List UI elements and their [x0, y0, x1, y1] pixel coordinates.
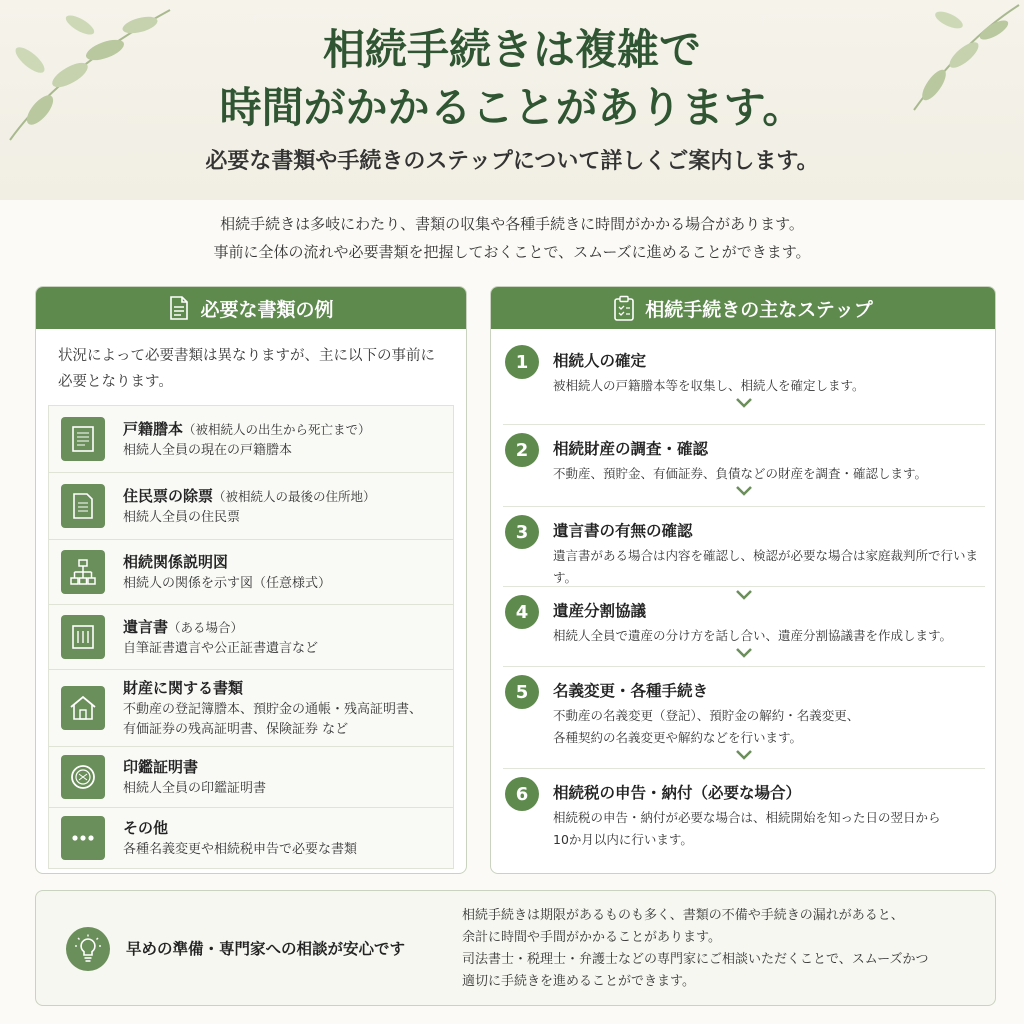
- documents-panel-header: [36, 287, 466, 329]
- document-desc: 相続人の関係を示す図（任意様式）: [123, 575, 332, 591]
- step-desc: 10か月以内に行います。: [553, 832, 693, 847]
- step-title: 遺言書の有無の確認: [553, 522, 693, 540]
- step-desc: 相続税の申告・納付が必要な場合は、相続開始を知った日の翌日から: [553, 810, 941, 825]
- step-title: 相続税の申告・納付（必要な場合）: [553, 784, 802, 802]
- chevron-down-icon: [503, 647, 985, 663]
- step-desc: 相続人全員で遺産の分け方を話し合い、遺産分割協議書を作成します。: [553, 628, 953, 643]
- step-number: 1: [505, 345, 539, 379]
- step-desc: 各種契約の名義変更や解約などを行います。: [553, 730, 803, 745]
- step-item: [503, 425, 985, 507]
- step-item: [503, 769, 985, 861]
- page-title-line1: 相続手続きは複雑で: [322, 25, 701, 74]
- document-desc: 各種名義変更や相続税申告で必要な書類: [123, 841, 358, 857]
- step-title: 相続財産の調査・確認: [553, 440, 709, 458]
- chevron-down-icon: [503, 485, 985, 501]
- page-subtitle: 必要な書類や手続きのステップについて詳しくご案内します。: [205, 148, 819, 174]
- step-desc: 不動産の名義変更（登記）、預貯金の解約・名義変更、: [553, 708, 860, 723]
- documents-panel-title: 必要な書類の例: [200, 298, 334, 321]
- steps-panel-title: 相続手続きの主なステップ: [645, 298, 873, 321]
- document-desc: 不動産の登記簿謄本、預貯金の通帳・残高証明書、: [123, 701, 423, 717]
- list-item: [48, 669, 454, 747]
- document-icon: [168, 296, 190, 320]
- advice-box: [35, 890, 996, 1006]
- documents-panel: [35, 286, 467, 874]
- advice-title: 早めの準備・専門家への相談が安心です: [126, 940, 406, 958]
- document-note: （ある場合）: [168, 619, 244, 635]
- document-title: 財産に関する書類: [123, 678, 244, 697]
- step-desc: 遺言書がある場合は内容を確認し、検認が必要な場合は家庭裁判所で行います。: [553, 548, 979, 585]
- list-item: [48, 807, 454, 869]
- document-note: （被相続人の出生から死亡まで）: [183, 421, 371, 437]
- step-item: [503, 337, 985, 425]
- steps-panel: [490, 286, 996, 874]
- steps-list: [503, 337, 985, 861]
- advice-line: 適切に手続きを進めることができます。: [462, 974, 695, 989]
- step-number: 6: [505, 777, 539, 811]
- advice-line: 余計に時間や手間がかかることがあります。: [462, 930, 721, 945]
- document-title: その他: [123, 818, 169, 837]
- documents-list: [48, 405, 454, 868]
- step-item: [503, 587, 985, 667]
- intro-line: 事前に全体の流れや必要書類を把握しておくことで、スムーズに進めることができます。: [213, 243, 811, 261]
- step-title: 名義変更・各種手続き: [553, 682, 709, 700]
- step-desc: 不動産、預貯金、有価証券、負債などの財産を調査・確認します。: [553, 466, 928, 481]
- intro-text: [0, 210, 1024, 266]
- advice-line: 相続手続きは期限があるものも多く、書類の不備や手続きの漏れがあると、: [462, 908, 904, 923]
- more-icon: [61, 816, 105, 860]
- step-number: 5: [505, 675, 539, 709]
- step-title: 相続人の確定: [553, 352, 647, 370]
- document-desc: 相続人全員の住民票: [123, 509, 241, 525]
- list-item: [48, 604, 454, 670]
- documents-description: 状況によって必要書類は異なりますが、主に以下の事前に必要となります。: [58, 348, 435, 390]
- document-desc: 相続人全員の印鑑証明書: [123, 780, 267, 796]
- step-number: 4: [505, 595, 539, 629]
- steps-panel-header: [491, 287, 995, 329]
- page-title-line2: 時間がかかることがあります。: [219, 83, 805, 132]
- chevron-down-icon: [503, 397, 985, 413]
- house-icon: [61, 686, 105, 730]
- step-item: [503, 667, 985, 769]
- document-desc: 有価証券の残高証明書、保険証券 など: [123, 721, 349, 737]
- advice-line: 司法書士・税理士・弁護士などの専門家にご相談いただくことで、スムーズかつ: [462, 952, 929, 967]
- chevron-down-icon: [503, 749, 985, 765]
- list-item: [48, 405, 454, 473]
- document-desc: 自筆証書遺言や公正証書遺言など: [123, 640, 319, 656]
- document-desc: 相続人全員の現在の戸籍謄本: [123, 442, 293, 458]
- will-document-icon: [61, 615, 105, 659]
- org-chart-icon: [61, 550, 105, 594]
- document-title: 戸籍謄本: [123, 419, 184, 438]
- lightbulb-icon: [66, 927, 110, 971]
- step-number: 2: [505, 433, 539, 467]
- document-title: 印鑑証明書: [123, 757, 199, 776]
- advice-text: [462, 905, 992, 993]
- intro-line: 相続手続きは多岐にわたり、書類の収集や各種手続きに時間がかかる場合があります。: [220, 215, 804, 233]
- document-title: 遺言書: [123, 617, 169, 636]
- hero-banner: [0, 0, 1024, 200]
- step-desc: 被相続人の戸籍謄本等を収集し、相続人を確定します。: [553, 378, 865, 393]
- list-item: [48, 746, 454, 808]
- resident-card-icon: [61, 484, 105, 528]
- step-number: 3: [505, 515, 539, 549]
- document-note: （被相続人の最後の住所地）: [213, 488, 376, 504]
- list-item: [48, 539, 454, 605]
- seal-icon: [61, 755, 105, 799]
- clipboard-icon: [613, 295, 635, 321]
- document-title: 相続関係説明図: [123, 552, 229, 571]
- document-title: 住民票の除票: [123, 486, 214, 505]
- list-item: [48, 472, 454, 540]
- step-item: [503, 507, 985, 587]
- family-register-icon: [61, 417, 105, 461]
- step-title: 遺産分割協議: [553, 602, 647, 620]
